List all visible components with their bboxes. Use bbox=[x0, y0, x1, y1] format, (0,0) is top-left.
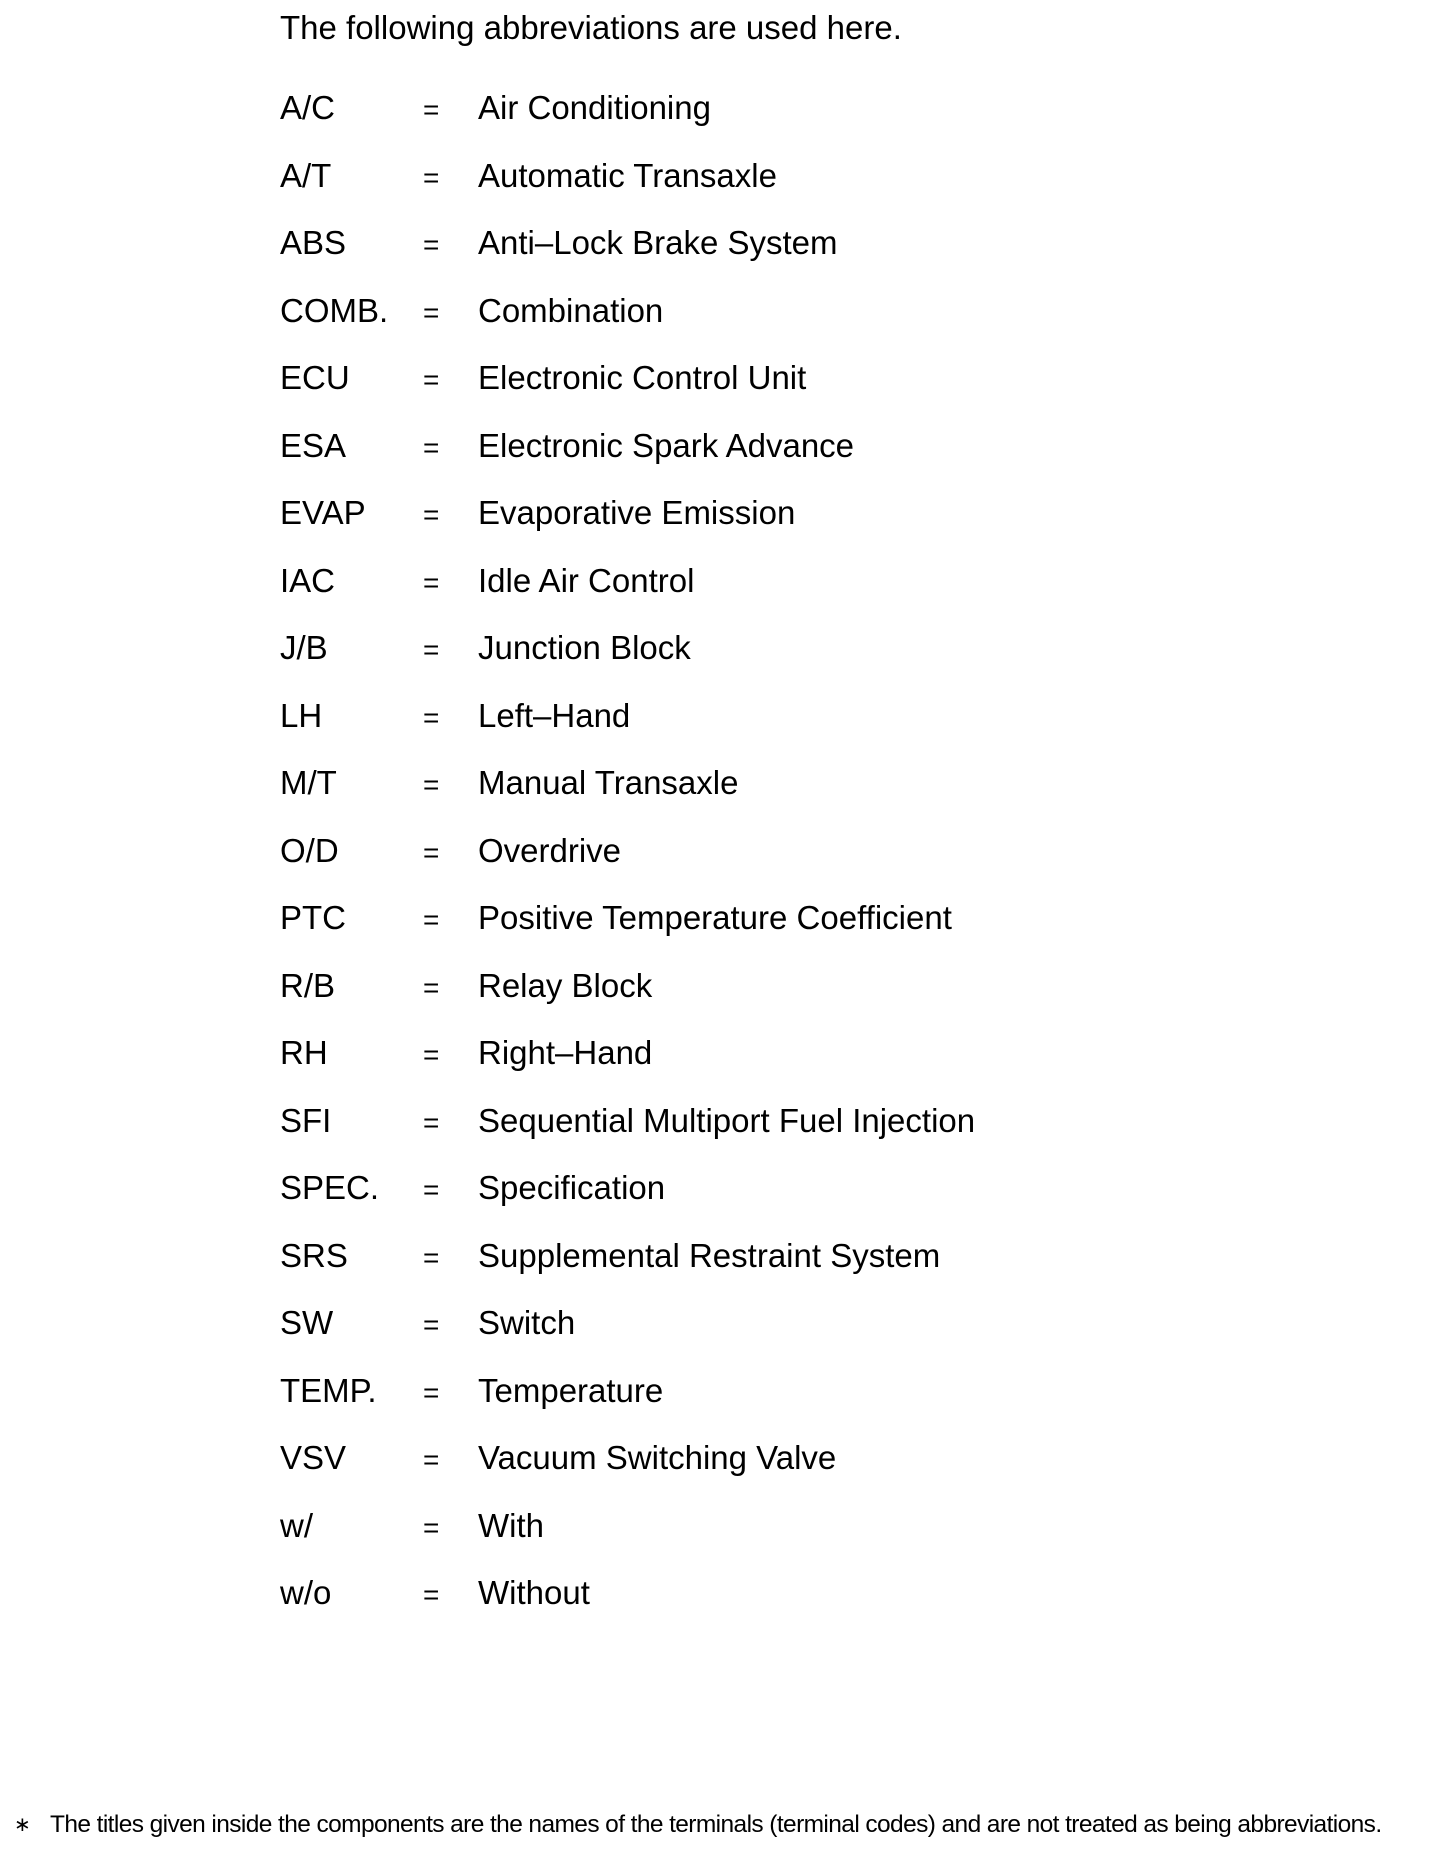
abbreviation-term: SRS bbox=[280, 1236, 348, 1274]
abbreviation-definition: Automatic Transaxle bbox=[478, 156, 777, 194]
abbreviation-definition: Air Conditioning bbox=[478, 89, 711, 126]
equals-sign: = bbox=[423, 94, 440, 125]
abbreviation-row bbox=[280, 831, 975, 899]
equals-sign: = bbox=[423, 364, 440, 395]
footnote bbox=[10, 1812, 1450, 1838]
abbreviation-definition: Combination bbox=[478, 291, 664, 329]
equals-sign: = bbox=[423, 161, 440, 193]
equals-sign: = bbox=[423, 1376, 440, 1408]
abbreviation-definition: Positive Temperature Coefficient bbox=[478, 899, 952, 936]
abbreviation-definition: Manual Transaxle bbox=[478, 764, 739, 801]
abbreviation-row bbox=[280, 1168, 975, 1236]
abbreviation-row bbox=[280, 1573, 975, 1641]
abbreviation-term: LH bbox=[280, 696, 323, 734]
abbreviation-row bbox=[280, 426, 975, 494]
abbreviation-definition: Vacuum Switching Valve bbox=[478, 1439, 837, 1476]
abbreviation-row bbox=[280, 1101, 975, 1169]
abbreviation-row bbox=[280, 561, 975, 629]
abbreviation-definition: Evaporative Emission bbox=[478, 494, 796, 531]
abbreviation-row bbox=[280, 358, 975, 426]
abbreviation-definition: Overdrive bbox=[478, 831, 622, 869]
abbreviation-definition: Relay Block bbox=[478, 966, 653, 1004]
abbreviation-term: O/D bbox=[280, 831, 339, 869]
intro-text: The following abbreviations are used here. bbox=[280, 9, 902, 46]
equals-sign: = bbox=[423, 431, 440, 463]
abbreviation-row bbox=[280, 1371, 975, 1439]
equals-sign: = bbox=[423, 904, 440, 935]
abbreviation-row bbox=[280, 628, 975, 696]
abbreviation-term: PTC bbox=[280, 899, 346, 936]
abbreviation-term: M/T bbox=[280, 764, 337, 801]
abbreviation-definition: Without bbox=[478, 1574, 590, 1611]
abbreviation-row bbox=[280, 88, 975, 156]
abbreviation-row bbox=[280, 966, 975, 1034]
abbreviation-term: ESA bbox=[280, 426, 347, 464]
abbreviation-row bbox=[280, 291, 975, 359]
equals-sign: = bbox=[423, 836, 440, 868]
equals-sign: = bbox=[423, 1039, 440, 1070]
abbreviation-term: COMB. bbox=[280, 291, 389, 329]
abbreviation-term: RH bbox=[280, 1034, 328, 1071]
abbreviation-term: SFI bbox=[280, 1101, 332, 1139]
abbreviation-definition: Right–Hand bbox=[478, 1034, 653, 1071]
abbreviation-term: w/ bbox=[280, 1506, 313, 1544]
abbreviation-row bbox=[280, 156, 975, 224]
abbreviation-definition: Specification bbox=[478, 1169, 666, 1206]
equals-sign: = bbox=[423, 1579, 440, 1610]
abbreviation-term: SW bbox=[280, 1304, 334, 1341]
equals-sign: = bbox=[423, 1444, 440, 1475]
abbreviation-term: SPEC. bbox=[280, 1169, 380, 1206]
abbreviation-row bbox=[280, 1303, 975, 1371]
asterisk-icon: ∗ bbox=[14, 1814, 31, 1836]
abbreviation-term: J/B bbox=[280, 629, 328, 666]
abbreviation-term: A/C bbox=[280, 89, 336, 126]
equals-sign: = bbox=[423, 229, 440, 260]
abbreviation-row bbox=[280, 1438, 975, 1506]
abbreviation-definition: Anti–Lock Brake System bbox=[478, 224, 838, 261]
abbreviation-row bbox=[280, 223, 975, 291]
abbreviation-definition: Sequential Multiport Fuel Injection bbox=[478, 1101, 976, 1139]
equals-sign: = bbox=[423, 769, 440, 800]
abbreviation-definition: Supplemental Restraint System bbox=[478, 1236, 941, 1274]
abbreviation-row bbox=[280, 493, 975, 561]
abbreviation-term: EVAP bbox=[280, 494, 366, 531]
abbreviation-definition: Switch bbox=[478, 1304, 576, 1341]
abbreviation-row bbox=[280, 898, 975, 966]
footnote-text: The titles given inside the components are the names of the terminals (terminal codes) and are not treated as being abbreviations. bbox=[50, 1811, 1382, 1838]
abbreviation-row bbox=[280, 763, 975, 831]
abbreviation-list bbox=[280, 88, 975, 1641]
abbreviation-term: IAC bbox=[280, 561, 336, 599]
equals-sign: = bbox=[423, 634, 440, 665]
equals-sign: = bbox=[423, 971, 440, 1003]
abbreviation-definition: Electronic Control Unit bbox=[478, 359, 807, 396]
abbreviation-term: ABS bbox=[280, 224, 347, 261]
abbreviation-term: TEMP. bbox=[280, 1371, 377, 1409]
abbreviation-term: R/B bbox=[280, 966, 336, 1004]
abbreviation-definition: Electronic Spark Advance bbox=[478, 426, 855, 464]
abbreviation-row bbox=[280, 1033, 975, 1101]
equals-sign: = bbox=[423, 701, 440, 733]
abbreviation-row bbox=[280, 1506, 975, 1574]
abbreviation-row bbox=[280, 696, 975, 764]
equals-sign: = bbox=[423, 1309, 440, 1340]
equals-sign: = bbox=[423, 499, 440, 530]
abbreviation-term: w/o bbox=[280, 1574, 332, 1611]
abbreviation-row bbox=[280, 1236, 975, 1304]
abbreviation-term: ECU bbox=[280, 359, 350, 396]
abbreviation-definition: Junction Block bbox=[478, 629, 691, 666]
equals-sign: = bbox=[423, 296, 440, 328]
abbreviation-term: A/T bbox=[280, 156, 332, 194]
equals-sign: = bbox=[423, 566, 440, 598]
abbreviation-term: VSV bbox=[280, 1439, 347, 1476]
abbreviation-definition: With bbox=[478, 1506, 544, 1544]
abbreviation-definition: Idle Air Control bbox=[478, 561, 695, 599]
equals-sign: = bbox=[423, 1174, 440, 1205]
abbreviation-definition: Temperature bbox=[478, 1371, 664, 1409]
abbreviation-definition: Left–Hand bbox=[478, 696, 631, 734]
equals-sign: = bbox=[423, 1241, 440, 1273]
equals-sign: = bbox=[423, 1511, 440, 1543]
equals-sign: = bbox=[423, 1106, 440, 1138]
